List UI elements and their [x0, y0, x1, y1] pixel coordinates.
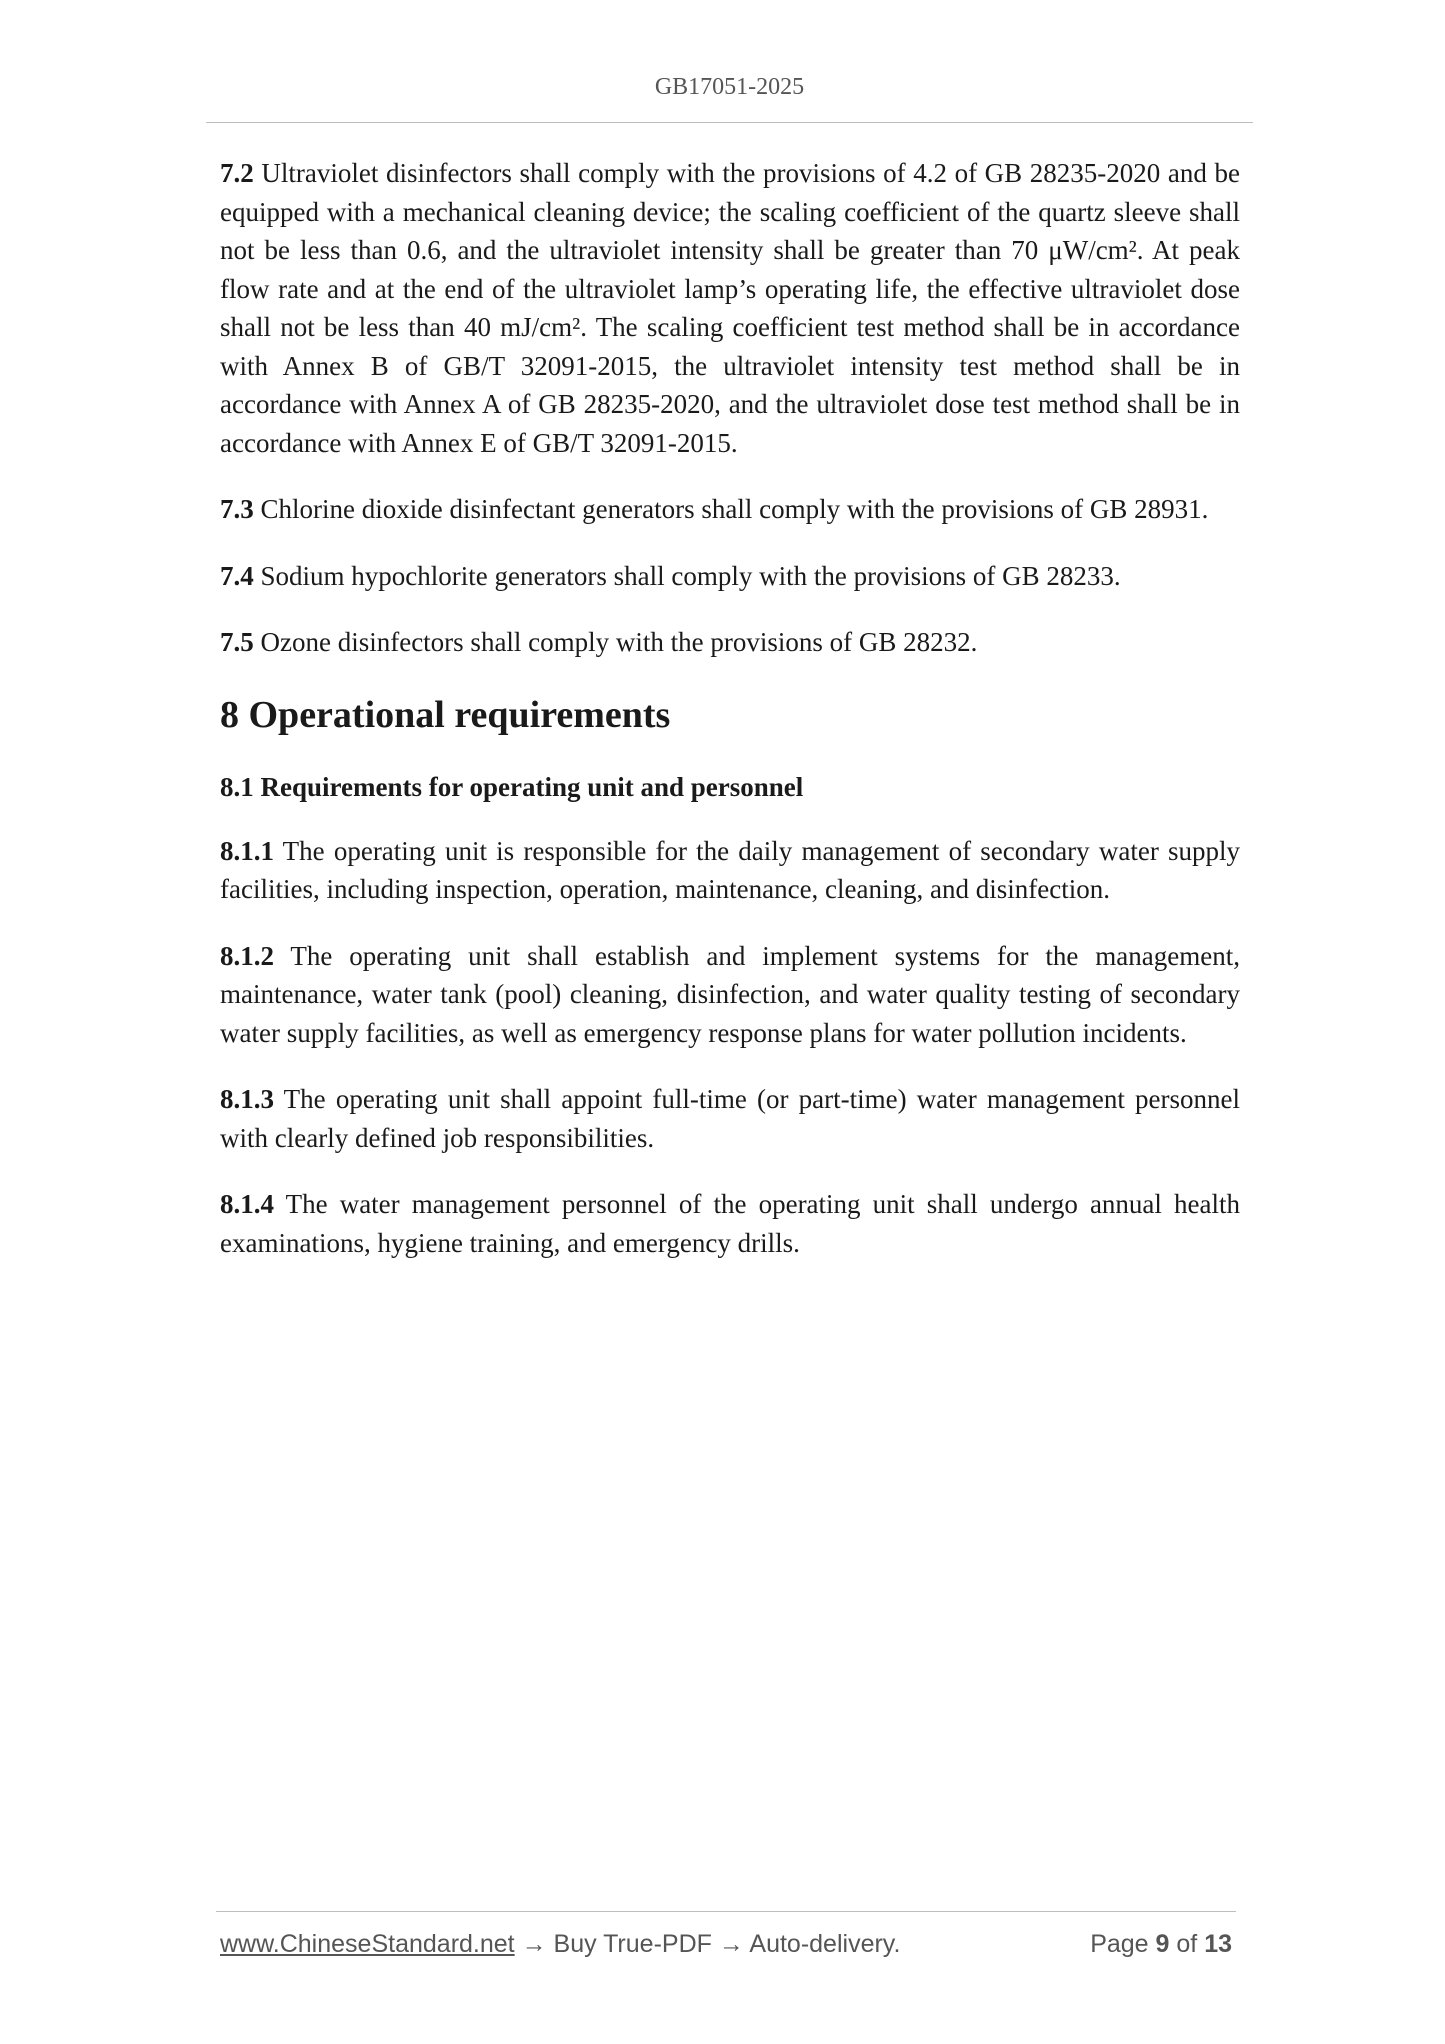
clause-8-1-4 [220, 1185, 1240, 1262]
clause-number: 7.4 [220, 560, 254, 591]
clause-number: 7.5 [220, 627, 254, 657]
footer-divider [216, 1911, 1236, 1912]
subsection-heading-8-1: 8.1 Requirements for operating unit and personnel [220, 771, 804, 802]
clause-text: Chlorine dioxide disinfectant generators shall comply with the provisions of GB 28931. [253, 494, 1209, 524]
clause-text: The water management personnel of the operating unit shall undergo annual health examinations, hygiene training, and emergency drills. [220, 1189, 1240, 1258]
page-label: Page [1090, 1930, 1156, 1958]
clause-text: Sodium hypochlorite generators shall comply with the provisions of GB 28233. [253, 560, 1121, 591]
clause-number: 7.2 [220, 158, 254, 188]
clause-number: 8.1.3 [220, 1084, 274, 1114]
page-indicator [1090, 1930, 1232, 1959]
page-total: 13 [1204, 1930, 1232, 1958]
page-number: 9 [1155, 1930, 1170, 1958]
clause-number: 8.1.4 [220, 1189, 274, 1219]
clause-7-4 [220, 557, 1240, 596]
footer-tagline: → Buy True-PDF → Auto-delivery. [514, 1930, 901, 1958]
clause-7-3 [220, 490, 1240, 529]
section-heading-8: 8 Operational requirements [220, 693, 671, 736]
website-link[interactable]: www.ChineseStandard.net [220, 1930, 515, 1958]
clause-7-5 [220, 623, 1240, 662]
of-label: of [1169, 1930, 1205, 1958]
clause-text: Ultraviolet disinfectors shall comply with the provisions of 4.2 of GB 28235-2020 and be equipped with a mechanical cleaning device; the scaling coefficient of the quartz sleeve shall not be less than 0.6, and the ultraviolet intensity shall be greater than 70 μW/cm². At peak flow rate and at the end of the ultraviolet lamp’s operating life, the effective ultraviolet dose shall not be less than 40 mJ/cm². The scaling coefficient test method shall be in accordance with Annex B of GB/T 32091-2015, the ultraviolet intensity test method shall be in accordance with Annex A of GB 28235-2020, and the ultraviolet dose test method shall be in accordance with Annex E of GB/T 32091-2015. [220, 158, 1240, 458]
clause-8-1-3 [220, 1080, 1240, 1157]
clause-number: 7.3 [220, 494, 254, 524]
clause-text: The operating unit shall establish and implement systems for the management, maintenance, water tank (pool) cleaning, disinfection, and water quality testing of secondary water supply facilities, as well as emergency response plans for water pollution incidents. [220, 940, 1240, 1048]
clause-text: The operating unit shall appoint full-time (or part-time) water management personnel with clearly defined job responsibilities. [220, 1084, 1240, 1153]
document-body [220, 154, 1240, 1290]
footer-promo [220, 1930, 900, 1959]
header-divider [206, 122, 1253, 123]
clause-text: Ozone disinfectors shall comply with the provisions of GB 28232. [253, 627, 978, 657]
clause-8-1-1 [220, 832, 1240, 909]
running-header: GB17051-2025 [654, 74, 805, 100]
clause-8-1-2 [220, 937, 1240, 1053]
clause-number: 8.1.1 [220, 835, 274, 866]
clause-7-2 [220, 154, 1240, 462]
clause-text: The operating unit is responsible for the daily management of secondary water supply facilities, including inspection, operation, maintenance, cleaning, and disinfection. [220, 835, 1240, 904]
clause-number: 8.1.2 [220, 940, 274, 971]
